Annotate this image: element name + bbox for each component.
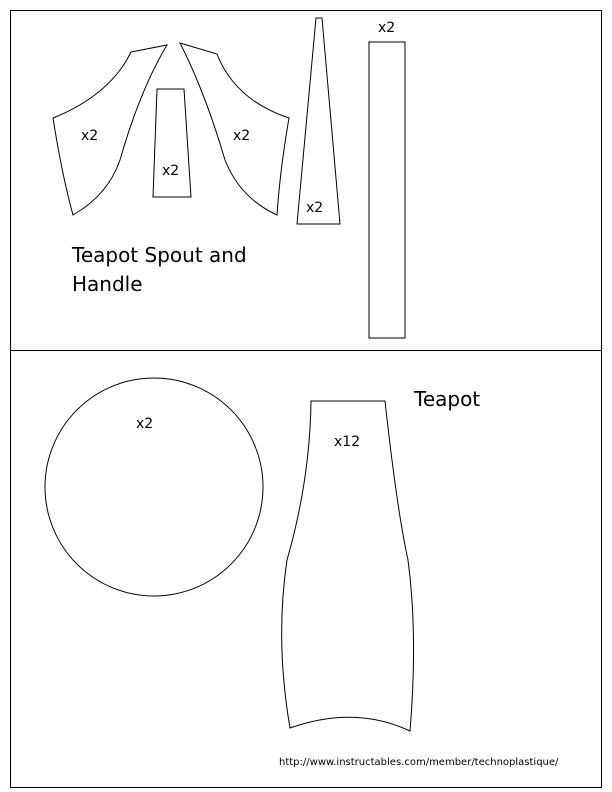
top-panel-title-line1: Teapot Spout and (72, 243, 247, 267)
teapot-circle-piece (45, 378, 263, 596)
teapot-gore-piece (282, 401, 414, 731)
spout-center-qty: x2 (162, 163, 180, 179)
spout-piece-center (153, 89, 191, 197)
bottom-panel-border (11, 351, 602, 788)
spout-left-qty: x2 (81, 128, 99, 144)
top-panel-border (11, 11, 602, 351)
top-panel-title-line2: Handle (72, 272, 143, 296)
bottom-panel-title: Teapot (414, 387, 481, 411)
handle-strip-qty: x2 (378, 20, 396, 36)
triangle-qty: x2 (306, 200, 324, 216)
footer-url[interactable]: http://www.instructables.com/member/technoplastique/ (279, 757, 559, 768)
spout-piece-left (53, 45, 167, 215)
handle-triangle-piece (297, 18, 340, 224)
circle-qty: x2 (136, 416, 154, 432)
handle-strip-piece (369, 42, 405, 338)
spout-right-qty: x2 (233, 128, 251, 144)
gore-qty: x12 (334, 434, 361, 450)
